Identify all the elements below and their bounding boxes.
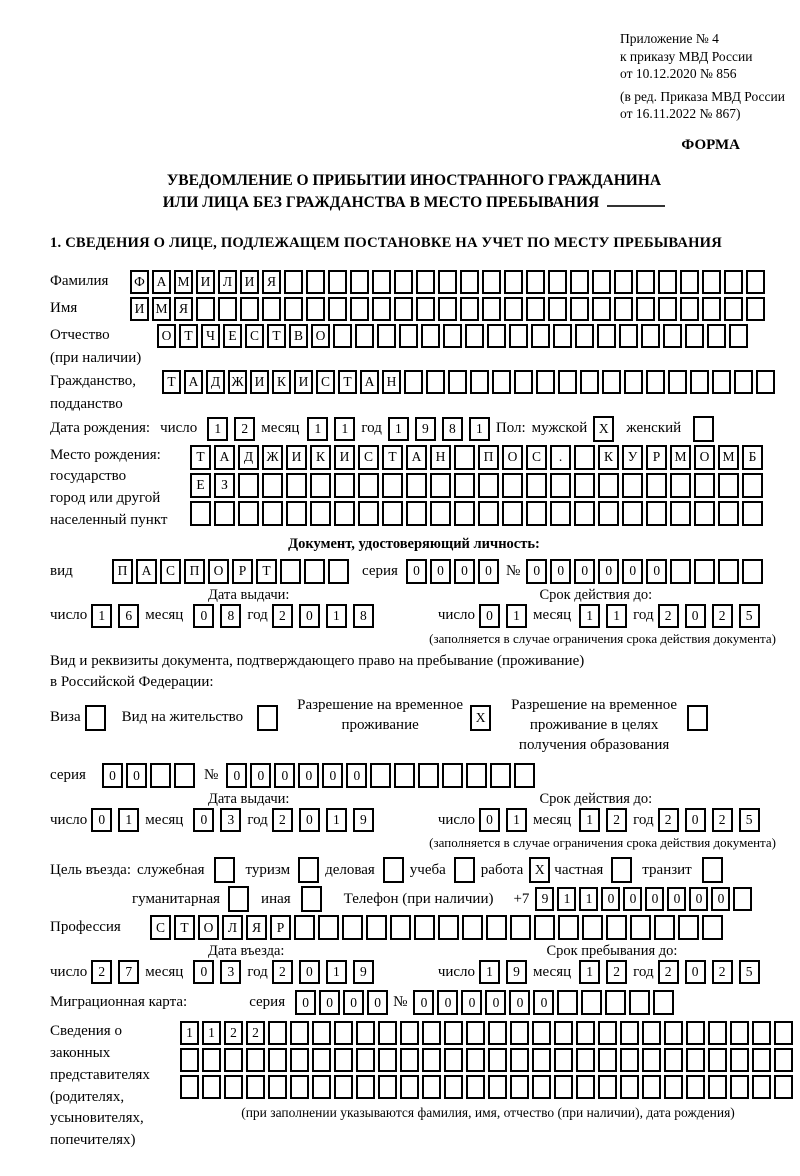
year-word: год <box>361 420 382 437</box>
doc-kind-row <box>50 559 778 584</box>
year-word: год <box>247 811 268 828</box>
day-word: число <box>50 607 88 624</box>
purpose-humanitarian-checkbox[interactable] <box>228 886 249 912</box>
visa-checkbox[interactable] <box>85 705 106 731</box>
citizenship-label: Гражданство, <box>50 373 137 390</box>
migration-series-label: серия <box>249 994 286 1011</box>
patronymic-row <box>50 324 778 348</box>
form-title <box>50 170 778 215</box>
resid-series-label: серия <box>50 767 86 784</box>
form-title-line1: УВЕДОМЛЕНИЕ О ПРИБЫТИИ ИНОСТРАННОГО ГРАЖДАНИНА <box>166 171 662 189</box>
doc-kind-label: вид <box>50 562 73 579</box>
purpose-work-checkbox[interactable]: X <box>529 857 550 883</box>
year-word: год <box>247 963 268 980</box>
purpose-transit-label: транзит <box>642 861 692 878</box>
day-word: число <box>437 811 476 828</box>
rep-row1-cells[interactable]: 1 1 2 2 <box>180 1021 796 1045</box>
name-cells[interactable]: И М Я <box>130 297 768 321</box>
resid-doc-line2: в Российской Федерации: <box>50 673 214 690</box>
migration-card-row <box>50 990 778 1015</box>
doc-valid-day[interactable]: 0 1 <box>479 604 533 628</box>
resid-series-row <box>50 763 778 788</box>
birthdate-label: Дата рождения: <box>50 420 151 437</box>
surname-row <box>50 270 778 294</box>
profession-cells[interactable]: С Т О Л Я Р <box>150 915 726 940</box>
entry-day[interactable]: 2 7 <box>91 960 145 984</box>
migration-series-cells[interactable]: 0 0 0 0 <box>295 990 391 1015</box>
purpose-study-checkbox[interactable] <box>454 857 475 883</box>
form-title-line2: ИЛИ ЛИЦА БЕЗ ГРАЖДАНСТВА В МЕСТО ПРЕБЫВАНИЯ <box>50 192 778 214</box>
stay-year[interactable]: 2 0 2 5 <box>658 960 766 984</box>
birthplace-row3-cells[interactable] <box>190 501 766 526</box>
surname-cells[interactable]: Ф А М И Л И Я <box>130 270 768 294</box>
resid-issue-day[interactable]: 0 1 <box>91 808 145 832</box>
resid-valid-month[interactable]: 1 2 <box>579 808 633 832</box>
doc-dates-row <box>50 604 778 628</box>
birthplace-cells <box>190 445 766 532</box>
resid-doc-line1: Вид и реквизиты документа, подтверждающего право на пребывание (проживание) <box>50 652 585 669</box>
birthplace-labels <box>50 445 190 532</box>
male-label: мужской <box>531 420 588 437</box>
appendix-line: от 10.12.2020 № 856 <box>620 66 737 82</box>
month-word: месяц <box>145 607 184 624</box>
birthplace-label2: государство <box>50 468 127 485</box>
residence-permit-label: Вид на жительство <box>121 708 244 725</box>
phone-prefix: +7 <box>513 890 530 907</box>
purpose-transit-checkbox[interactable] <box>702 857 723 883</box>
resid-valid-header: Срок действия до: <box>539 791 653 808</box>
doc-series-label: серия <box>362 562 398 579</box>
patronymic-cells[interactable]: О Т Ч Е С Т В О <box>157 324 751 348</box>
migration-number-sign: № <box>393 994 408 1011</box>
resid-options-row <box>50 695 778 756</box>
resid-issue-month[interactable]: 0 3 <box>193 808 247 832</box>
name-label: Имя <box>50 300 78 317</box>
birth-day-cells[interactable]: 1 2 <box>207 417 261 441</box>
rep-row2-cells[interactable] <box>180 1048 796 1072</box>
stay-until-header: Срок пребывания до: <box>546 943 678 960</box>
purpose-official-checkbox[interactable] <box>214 857 235 883</box>
citizenship-sublabel: подданство <box>50 395 123 412</box>
doc-issue-day[interactable]: 1 6 <box>91 604 145 628</box>
resid-valid-year[interactable]: 2 0 2 5 <box>658 808 766 832</box>
rep-label2: законных <box>50 1045 111 1062</box>
female-checkbox[interactable] <box>693 416 714 442</box>
rep-label4: (родителях, <box>50 1088 125 1105</box>
birthplace-label4: населенный пункт <box>50 511 168 528</box>
birthdate-row <box>50 416 778 442</box>
name-row <box>50 297 778 321</box>
month-word: месяц <box>533 963 572 980</box>
doc-date-headers <box>50 587 778 604</box>
purpose-label: Цель въезда: <box>50 861 131 878</box>
resid-valid-day[interactable]: 0 1 <box>479 808 533 832</box>
representatives-cells <box>180 1021 796 1152</box>
resid-issue-header: Дата выдачи: <box>208 791 290 808</box>
visa-label: Виза <box>50 708 81 725</box>
doc-validity-note: (заполняется в случае ограничения срока действия документа) <box>429 630 776 646</box>
sex-label: Пол: <box>495 420 526 437</box>
purpose-work-label: работа <box>480 861 524 878</box>
appendix-line: от 16.11.2022 № 867) <box>620 106 741 122</box>
month-word: месяц <box>145 811 184 828</box>
stay-month[interactable]: 1 2 <box>579 960 633 984</box>
doc-number-sign: № <box>505 562 521 579</box>
year-word: год <box>633 811 654 828</box>
doc-valid-year[interactable]: 2 0 2 5 <box>658 604 766 628</box>
doc-series-cells[interactable]: 0 0 0 0 <box>406 559 502 584</box>
doc-issue-month[interactable]: 0 8 <box>193 604 247 628</box>
representatives-caption: (при заполнении указываются фамилия, имя, отчество (при наличии), дата рождения) <box>241 1105 735 1121</box>
day-word: число <box>50 963 88 980</box>
surname-label: Фамилия <box>50 273 109 290</box>
month-word: месяц <box>533 811 572 828</box>
doc-number-cells[interactable]: 0 0 0 0 0 0 <box>526 559 766 584</box>
stay-day[interactable]: 1 9 <box>479 960 533 984</box>
temp-residence-edu-checkbox[interactable] <box>687 705 708 731</box>
year-word: год <box>633 607 654 624</box>
migration-number-cells[interactable]: 0 0 0 0 0 0 <box>413 990 677 1015</box>
day-word: число <box>50 811 88 828</box>
section-1-heading: 1. СВЕДЕНИЯ О ЛИЦЕ, ПОДЛЕЖАЩЕМ ПОСТАНОВКЕ НА УЧЕТ ПО МЕСТУ ПРЕБЫВАНИЯ <box>50 234 722 251</box>
forma-label: ФОРМА <box>681 136 740 153</box>
residence-permit-checkbox[interactable] <box>257 705 278 731</box>
purpose-study-label: учеба <box>409 861 446 878</box>
citizenship-row <box>50 370 778 394</box>
purpose-tourism-label: туризм <box>245 861 291 878</box>
year-word: год <box>633 963 654 980</box>
month-word: месяц <box>145 963 184 980</box>
birthplace-row2-cells[interactable]: Е З <box>190 473 766 498</box>
doc-valid-header: Срок действия до: <box>539 586 653 603</box>
female-label: женский <box>626 420 682 437</box>
appendix-line: Приложение № 4 <box>620 31 719 46</box>
temp-residence-checkbox[interactable]: X <box>470 705 491 731</box>
male-checkbox[interactable]: X <box>593 416 614 442</box>
doc-issue-header: Дата выдачи: <box>208 586 290 603</box>
representatives-labels <box>50 1021 180 1152</box>
doc-issue-year[interactable]: 2 0 1 8 <box>272 604 380 628</box>
appendix-line: (в ред. Приказа МВД России <box>620 88 785 104</box>
rep-row3-cells[interactable] <box>180 1075 796 1099</box>
entry-year[interactable]: 2 0 1 9 <box>272 960 380 984</box>
day-word: число <box>437 963 476 980</box>
purpose-row2 <box>50 886 778 912</box>
resid-validity-note: (заполняется в случае ограничения срока действия документа) <box>429 835 776 851</box>
birth-month-cells[interactable]: 1 1 <box>307 417 361 441</box>
day-word: число <box>437 607 476 624</box>
doc-kind-cells[interactable]: П А С П О Р Т <box>112 559 352 584</box>
temp-residence-edu-label: Разрешение на временное проживание в целях получения образования <box>511 696 678 754</box>
purpose-private-checkbox[interactable] <box>611 857 632 883</box>
rep-label5: усыновителях, <box>50 1110 144 1127</box>
rep-label3: представителях <box>50 1066 150 1083</box>
month-word: месяц <box>261 420 300 437</box>
migration-card-label: Миграционная карта: <box>50 994 188 1011</box>
temp-residence-label: Разрешение на временное проживание <box>297 696 464 733</box>
birthplace-row1-cells[interactable]: Т А Д Ж И К И С Т А Н П О С . К У Р М О М Б <box>190 445 766 470</box>
patronymic-sublabel: (при наличии) <box>50 349 142 366</box>
resid-number-sign: № <box>204 767 219 784</box>
phone-label: Телефон (при наличии) <box>343 890 494 907</box>
purpose-private-label: частная <box>554 861 604 878</box>
purpose-humanitarian-label: гуманитарная <box>132 890 221 907</box>
rep-label1: Сведения о <box>50 1023 122 1040</box>
title-blank-underline <box>607 193 665 207</box>
appendix-line: к приказу МВД России <box>620 48 753 64</box>
citizenship-cells[interactable]: Т А Д Ж И К И С Т А Н <box>162 370 778 394</box>
profession-row <box>50 915 778 940</box>
resid-series-cells[interactable]: 0 0 <box>102 763 198 788</box>
doc-valid-month[interactable]: 1 1 <box>579 604 633 628</box>
year-word: год <box>247 607 268 624</box>
resid-number-cells[interactable]: 0 0 0 0 0 0 <box>226 763 538 788</box>
identity-doc-heading: Документ, удостоверяющий личность: <box>288 535 540 552</box>
representatives-block <box>50 1021 778 1152</box>
resid-date-headers <box>50 791 778 808</box>
rep-label6: попечителях) <box>50 1132 136 1149</box>
birthplace-label3: город или другой <box>50 490 161 507</box>
day-word: число <box>160 420 198 437</box>
appendix-note <box>620 30 800 123</box>
resid-dates-row <box>50 808 778 832</box>
phone-cells[interactable]: 9 1 1 0 0 0 0 0 0 <box>535 887 755 911</box>
entry-date-header: Дата въезда: <box>208 943 285 960</box>
patronymic-label: Отчество <box>50 327 110 344</box>
birthplace-block <box>50 445 778 532</box>
purpose-other-checkbox[interactable] <box>301 886 322 912</box>
birthplace-label1: Место рождения: <box>50 446 161 463</box>
purpose-tourism-checkbox[interactable] <box>298 857 319 883</box>
entry-month[interactable]: 0 3 <box>193 960 247 984</box>
resid-issue-year[interactable]: 2 0 1 9 <box>272 808 380 832</box>
profession-label: Профессия <box>50 919 121 936</box>
purpose-business-label: деловая <box>325 861 375 878</box>
month-word: месяц <box>533 607 572 624</box>
birth-year-cells[interactable]: 1 9 8 1 <box>388 417 496 441</box>
entry-dates-row <box>50 960 778 984</box>
purpose-other-label: иная <box>261 890 291 907</box>
purpose-row <box>50 857 778 883</box>
purpose-business-checkbox[interactable] <box>383 857 404 883</box>
entry-date-headers <box>50 943 778 960</box>
purpose-official-label: служебная <box>136 861 205 878</box>
